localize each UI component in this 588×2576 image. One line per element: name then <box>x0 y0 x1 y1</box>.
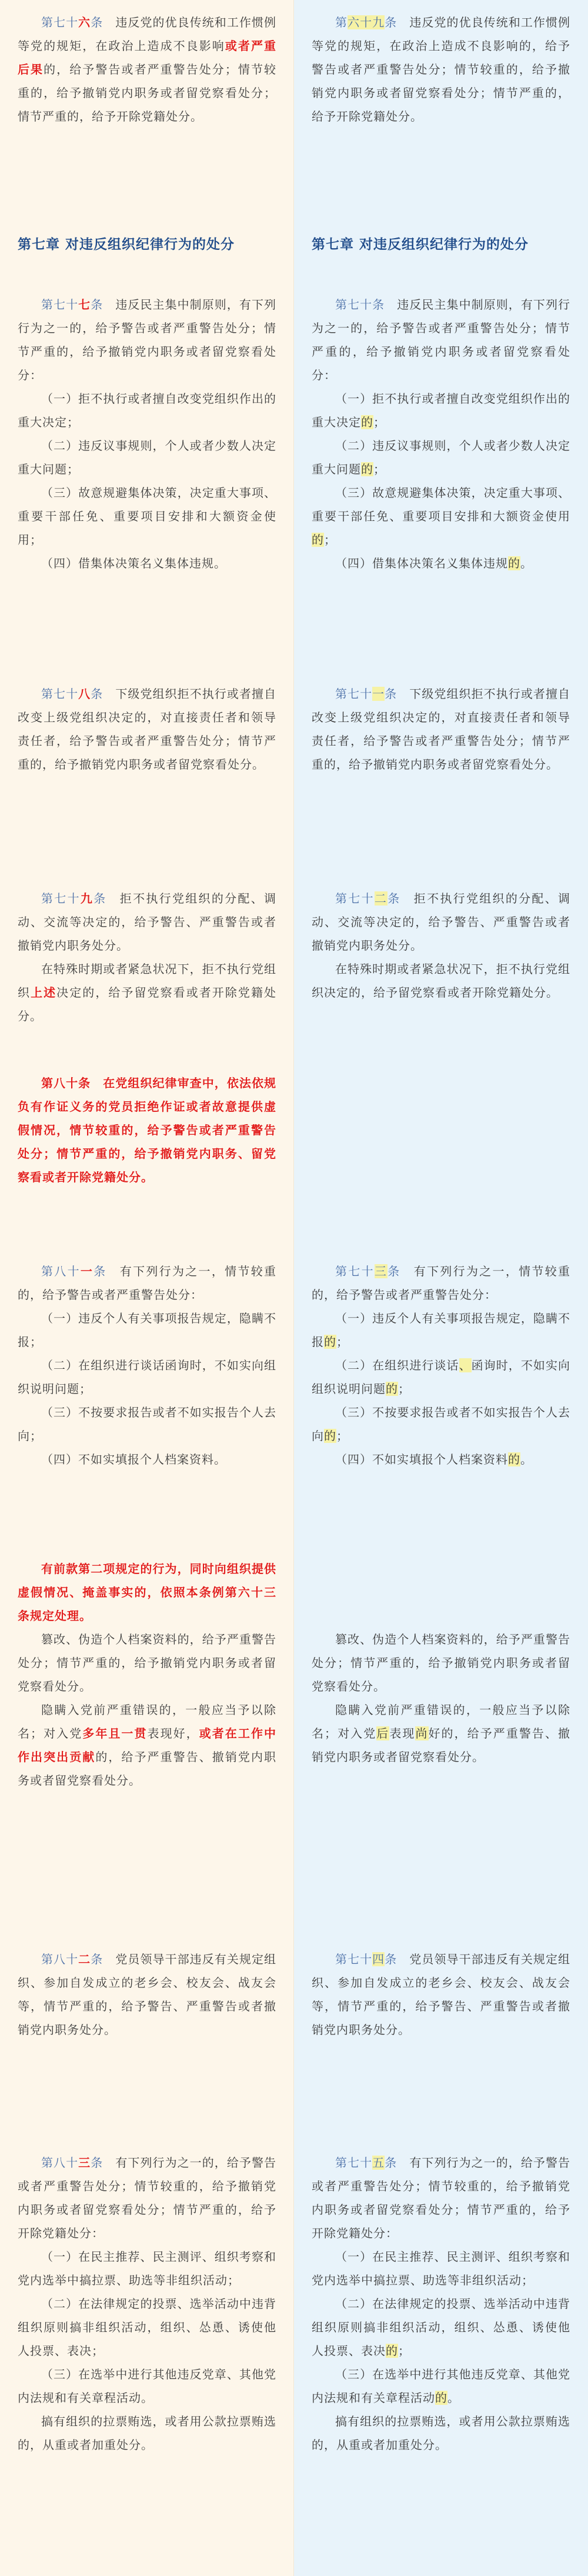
chapter-heading: 第七章 对违反组织纪律行为的处分 <box>312 237 529 252</box>
article-number: 条 <box>93 1264 107 1278</box>
clause-text: 。 <box>520 556 533 570</box>
added-clause: 第八十条 在党组织纪律审查中，依法依规负有作证义务的党员拒绝作证或者故意提供虚假情况，情节较重的，给予警告或者严重警告处分；情节严重的，给予撤销党内职务、留党察看或者开除党籍处分。 <box>18 1076 276 1184</box>
clause-text: 好的，给予严重警告、撤销党内职务或者留党察看处分。 <box>312 1726 571 1764</box>
article-number: 条 <box>385 687 397 701</box>
article-number: 条 <box>387 1264 401 1278</box>
clause-text: （二）违反议事规则，个人或者少数人决定重大问题； <box>18 439 276 476</box>
clause-text: 决定的，给予留党察看或者开除党籍处分。 <box>18 985 277 1023</box>
article-number-changed: 九 <box>80 891 94 906</box>
sub-item <box>312 2363 570 2410</box>
sub-item <box>312 434 570 481</box>
clause-text: （二）违反议事规则，个人或者少数人决定重大问题 <box>312 439 570 476</box>
article-text: 违反党的优良传统和工作惯例等党的规矩，在政治上造成不良影响 <box>18 15 277 53</box>
article-number: 条 <box>93 891 107 906</box>
clause-text: 搞有组织的拉票贿选，或者用公款拉票贿选的，从重或者加重处分。 <box>18 2414 276 2452</box>
deleted-text: 或者严重后果 <box>18 39 277 76</box>
clause-text: 函询时，不如实向组织说明问题 <box>312 1358 571 1396</box>
article-number: 条 <box>91 15 103 29</box>
article-text: 拒不执行党组织的分配、调动、交流等决定的，给予警告、严重警告或者撤销党内职务处分。 <box>312 891 571 953</box>
left-block <box>18 887 276 1028</box>
article-text: 违反党的优良传统和工作惯例等党的规矩，在政治上造成不良影响的，给予警告或者严重警告处分；情节较重的，给予撤销党内职务或者留党察看处分；情节严重的，给予开除党籍处分。 <box>312 15 571 123</box>
article-number-changed: 四 <box>372 1952 385 1966</box>
clause-text: （一）违反个人有关事项报告规定，隐瞒不报 <box>312 1311 570 1349</box>
clause-text: （四）借集体决策名义集体违规 <box>335 556 508 570</box>
changed-text: 的 <box>324 1429 336 1443</box>
clause-paragraph <box>18 957 276 1028</box>
new-version-column <box>294 0 588 2576</box>
clause-text: （一）拒不执行或者擅自改变党组织作出的重大决定； <box>18 392 276 429</box>
clause-text: （三）不按要求报告或者不如实报告个人去向； <box>18 1405 276 1443</box>
sub-item <box>18 1401 276 1448</box>
article-number: 第七十 <box>335 2156 373 2170</box>
deleted-text: 多年且一贯 <box>82 1726 148 1740</box>
right-block <box>312 1947 570 2042</box>
clause-text: （二）在组织进行谈话 <box>335 1358 459 1372</box>
article-paragraph <box>18 1259 276 1307</box>
changed-text: 的 <box>435 2391 447 2405</box>
article-text: 有下列行为之一，情节较重的，给予警告或者严重警告处分： <box>18 1264 277 1302</box>
sub-item <box>18 2363 276 2410</box>
added-clause: 有前款第二项规定的行为，同时向组织提供虚假情况、掩盖事实的，依照本条例第六十三条规定处理。 <box>18 1562 276 1623</box>
clause-paragraph <box>18 1698 276 1792</box>
article-number: 第八十 <box>41 1264 81 1278</box>
clause-text: （一）违反个人有关事项报告规定，隐瞒不报； <box>18 1311 276 1349</box>
right-block <box>312 682 570 776</box>
article-paragraph <box>312 887 570 957</box>
sub-item <box>18 1354 276 1401</box>
clause-paragraph <box>18 1628 276 1698</box>
clause-text: （三）不按要求报告或者不如实报告个人去向 <box>312 1405 570 1443</box>
article-number: 第八十 <box>41 1952 79 1966</box>
article-number: 第 <box>335 15 348 29</box>
clause-text: （二）在法律规定的投票、选举活动中违背组织原则搞非组织活动，组织、怂恿、诱使他人投票、表决 <box>312 2297 570 2358</box>
left-block <box>18 293 276 575</box>
article-paragraph <box>312 11 570 128</box>
article-number: 条 <box>385 15 397 29</box>
clause-text: 篡改、伪造个人档案资料的，给予严重警告处分；情节严重的，给予撤销党内职务或者留党察看处分。 <box>312 1632 570 1693</box>
article-number-changed: 一 <box>80 1264 94 1278</box>
sub-item <box>312 1448 570 1471</box>
clause-text: 表现好， <box>147 1726 199 1740</box>
article-text: 的，给予警告或者严重警告处分；情节较重的，给予撤销党内职务或者留党察看处分；情节严重的，给予开除党籍处分。 <box>18 62 277 123</box>
left-block <box>18 1947 276 2042</box>
left-block <box>18 233 276 256</box>
article-number: 条 <box>91 298 103 312</box>
sub-item <box>312 2292 570 2363</box>
article-number-changed: 三 <box>374 1264 388 1278</box>
clause-text: （三）故意规避集体决策，决定重大事项、重要干部任免、重要项目安排和大额资金使用； <box>18 486 276 547</box>
article-paragraph <box>312 682 570 776</box>
article-paragraph <box>18 2151 276 2245</box>
changed-text: 的 <box>361 462 373 476</box>
right-block <box>312 11 570 128</box>
article-number: 条 <box>387 891 401 906</box>
article-number: 第七十 <box>335 1264 375 1278</box>
article-number-changed: 二 <box>374 891 388 906</box>
clause-text: 在特殊时期或者紧急状况下，拒不执行党组织 <box>18 962 276 1000</box>
right-block <box>312 1628 570 1769</box>
changed-text: 后 <box>376 1726 390 1740</box>
clause-text: ； <box>398 2344 410 2358</box>
clause-text: 搞有组织的拉票贿选，或者用公款拉票贿选的，从重或者加重处分。 <box>312 2414 570 2452</box>
sub-item <box>312 387 570 434</box>
changed-text: 尚 <box>415 1726 429 1740</box>
clause-text: 的，给予严重警告、撤销党内职务或者留党察看处分。 <box>18 1750 277 1788</box>
clause-text: ； <box>373 415 386 429</box>
left-block <box>18 1557 276 1628</box>
right-block <box>312 887 570 1004</box>
sub-item <box>312 552 570 575</box>
right-block <box>312 2151 570 2457</box>
clause-text: 篡改、伪造个人档案资料的，给予严重警告处分；情节严重的，给予撤销党内职务或者留党察看处分。 <box>18 1632 276 1693</box>
sub-item <box>312 1401 570 1448</box>
sub-item <box>312 2410 570 2457</box>
sub-item <box>312 481 570 552</box>
deleted-text: 上述 <box>31 985 57 1000</box>
clause-text: 。 <box>520 1452 533 1466</box>
clause-text: （四）不如实填报个人档案资料。 <box>41 1452 226 1466</box>
clause-text: ； <box>398 1382 410 1396</box>
article-number-changed: 六十九 <box>348 15 385 29</box>
clause-text: （三）在选举中进行其他违反党章、其他党内法规和有关章程活动。 <box>18 2367 276 2405</box>
sub-item <box>312 2245 570 2292</box>
article-text: 有下列行为之一，情节较重的，给予警告或者严重警告处分： <box>312 1264 571 1302</box>
clause-text: （三）故意规避集体决策，决定重大事项、重要干部任免、重要项目安排和大额资金使用 <box>312 486 570 523</box>
sub-item <box>18 2410 276 2457</box>
sub-item <box>18 2245 276 2292</box>
clause-text: （四）借集体决策名义集体违规。 <box>41 556 226 570</box>
article-number: 第七十 <box>335 687 373 701</box>
article-paragraph <box>312 2151 570 2245</box>
article-paragraph <box>18 1947 276 2042</box>
changed-text: 的 <box>386 1382 398 1396</box>
left-block <box>18 2151 276 2457</box>
sub-item <box>312 1307 570 1354</box>
article-number-changed: 五 <box>372 2156 385 2170</box>
deleted-text: 或者在工作中作出突出贡献 <box>18 1726 277 1764</box>
article-text: 党员领导干部违反有关规定组织、参加自发成立的老乡会、校友会、战友会等，情节严重的，给予警告、严重警告或者撤销党内职务处分。 <box>312 1952 571 2037</box>
clause-text: 。 <box>447 2391 460 2405</box>
article-number: 第七十 <box>41 687 79 701</box>
clause-text: 在特殊时期或者紧急状况下，拒不执行党组织决定的，给予留党察看或者开除党籍处分。 <box>312 962 570 1000</box>
sub-item <box>18 2292 276 2363</box>
right-block <box>312 293 570 575</box>
clause-text: ； <box>373 462 386 476</box>
changed-text: 的 <box>508 556 520 570</box>
clause-paragraph <box>312 957 570 1004</box>
clause-paragraph <box>312 1698 570 1769</box>
changed-text: 、 <box>459 1358 472 1372</box>
left-block <box>18 1071 276 1189</box>
article-number-changed: 八 <box>78 687 91 701</box>
article-text: 违反民主集中制原则，有下列行为之一的，给予警告或者严重警告处分；情节严重的，给予撤销党内职务或者留党察看处分： <box>312 298 571 382</box>
sub-item <box>18 481 276 552</box>
sub-item <box>312 1354 570 1401</box>
clause-text: （四）不如实填报个人档案资料 <box>335 1452 508 1466</box>
left-block <box>18 1628 276 1792</box>
clause-text: ； <box>336 1335 349 1349</box>
changed-text: 的 <box>312 533 324 547</box>
clause-text: ； <box>336 1429 349 1443</box>
clause-text: 表现 <box>389 1726 416 1740</box>
right-block <box>312 1259 570 1471</box>
article-number: 第七十 <box>335 891 375 906</box>
clause-text: （二）在组织进行谈话函询时，不如实向组织说明问题； <box>18 1358 276 1396</box>
changed-text: 的 <box>361 415 373 429</box>
chapter-heading: 第七章 对违反组织纪律行为的处分 <box>18 237 235 252</box>
article-number: 第七十 <box>335 1952 373 1966</box>
clause-text: （一）拒不执行或者擅自改变党组织作出的重大决定 <box>312 392 570 429</box>
clause-text: （一）在民主推荐、民主测评、组织考察和党内选举中搞拉票、助选等非组织活动； <box>18 2250 276 2287</box>
article-paragraph <box>18 11 276 128</box>
article-number: 条 <box>385 1952 397 1966</box>
article-number-changed: 六 <box>78 15 91 29</box>
changed-text: 的 <box>386 2344 398 2358</box>
sub-item <box>18 1448 276 1471</box>
left-block <box>18 1259 276 1471</box>
article-text: 有下列行为之一的，给予警告或者严重警告处分；情节较重的，给予撤销党内职务或者留党察看处分；情节严重的，给予开除党籍处分： <box>18 2156 277 2240</box>
changed-text: 的 <box>324 1335 336 1349</box>
clause-text: 隐瞒入党前严重错误的，一般应当予以除名；对入党 <box>18 1703 276 1740</box>
clause-text: 隐瞒入党前严重错误的，一般应当予以除名；对入党 <box>312 1703 570 1740</box>
clause-text: （三）在选举中进行其他违反党章、其他党内法规和有关章程活动 <box>312 2367 570 2405</box>
article-number-changed: 七 <box>78 298 91 312</box>
article-number: 条 <box>91 1952 103 1966</box>
clause-text: （一）在民主推荐、民主测评、组织考察和党内选举中搞拉票、助选等非组织活动； <box>312 2250 570 2287</box>
clause-text: （二）在法律规定的投票、选举活动中违背组织原则搞非组织活动，组织、怂恿、诱使他人投票、表决； <box>18 2297 276 2358</box>
article-number: 条 <box>91 687 103 701</box>
article-number: 第七十 <box>41 298 79 312</box>
article-number-changed: 三 <box>78 2156 91 2170</box>
article-text: 违反民主集中制原则，有下列行为之一的，给予警告或者严重警告处分；情节严重的，给予撤销党内职务或者留党察看处分： <box>18 298 277 382</box>
sub-item <box>18 387 276 434</box>
article-paragraph <box>312 1259 570 1307</box>
article-number-changed: 一 <box>372 687 385 701</box>
article-number: 第七十条 <box>335 298 385 312</box>
article-text: 下级党组织拒不执行或者擅自改变上级党组织决定的，对直接责任者和领导责任者，给予警告或者严重警告处分；情节严重的，给予撤销党内职务或者留党察看处分。 <box>18 687 277 771</box>
article-number: 条 <box>385 2156 397 2170</box>
sub-item <box>18 1307 276 1354</box>
sub-item <box>18 434 276 481</box>
article-number: 第八十 <box>41 2156 79 2170</box>
changed-text: 的 <box>508 1452 520 1466</box>
article-text: 拒不执行党组织的分配、调动、交流等决定的，给予警告、严重警告或者撤销党内职务处分。 <box>18 891 277 953</box>
article-text: 有下列行为之一的，给予警告或者严重警告处分；情节较重的，给予撤销党内职务或者留党察看处分；情节严重的，给予开除党籍处分： <box>312 2156 571 2240</box>
sub-item <box>18 552 276 575</box>
article-number: 条 <box>91 2156 103 2170</box>
article-paragraph <box>18 887 276 957</box>
left-block <box>18 11 276 128</box>
article-paragraph <box>312 293 570 387</box>
clause-text: ； <box>324 533 336 547</box>
article-text: 下级党组织拒不执行或者擅自改变上级党组织决定的，对直接责任者和领导责任者，给予警告或者严重警告处分；情节严重的，给予撤销党内职务或者留党察看处分。 <box>312 687 571 771</box>
article-paragraph <box>312 1947 570 2042</box>
article-number: 第七十 <box>41 15 79 29</box>
article-number-changed: 二 <box>78 1952 91 1966</box>
article-text: 党员领导干部违反有关规定组织、参加自发成立的老乡会、校友会、战友会等，情节严重的，给予警告、严重警告或者撤销党内职务处分。 <box>18 1952 277 2037</box>
left-block <box>18 682 276 776</box>
right-block <box>312 233 570 256</box>
article-number: 第七十 <box>41 891 81 906</box>
clause-paragraph <box>312 1628 570 1698</box>
article-paragraph <box>18 682 276 776</box>
article-paragraph <box>18 293 276 387</box>
